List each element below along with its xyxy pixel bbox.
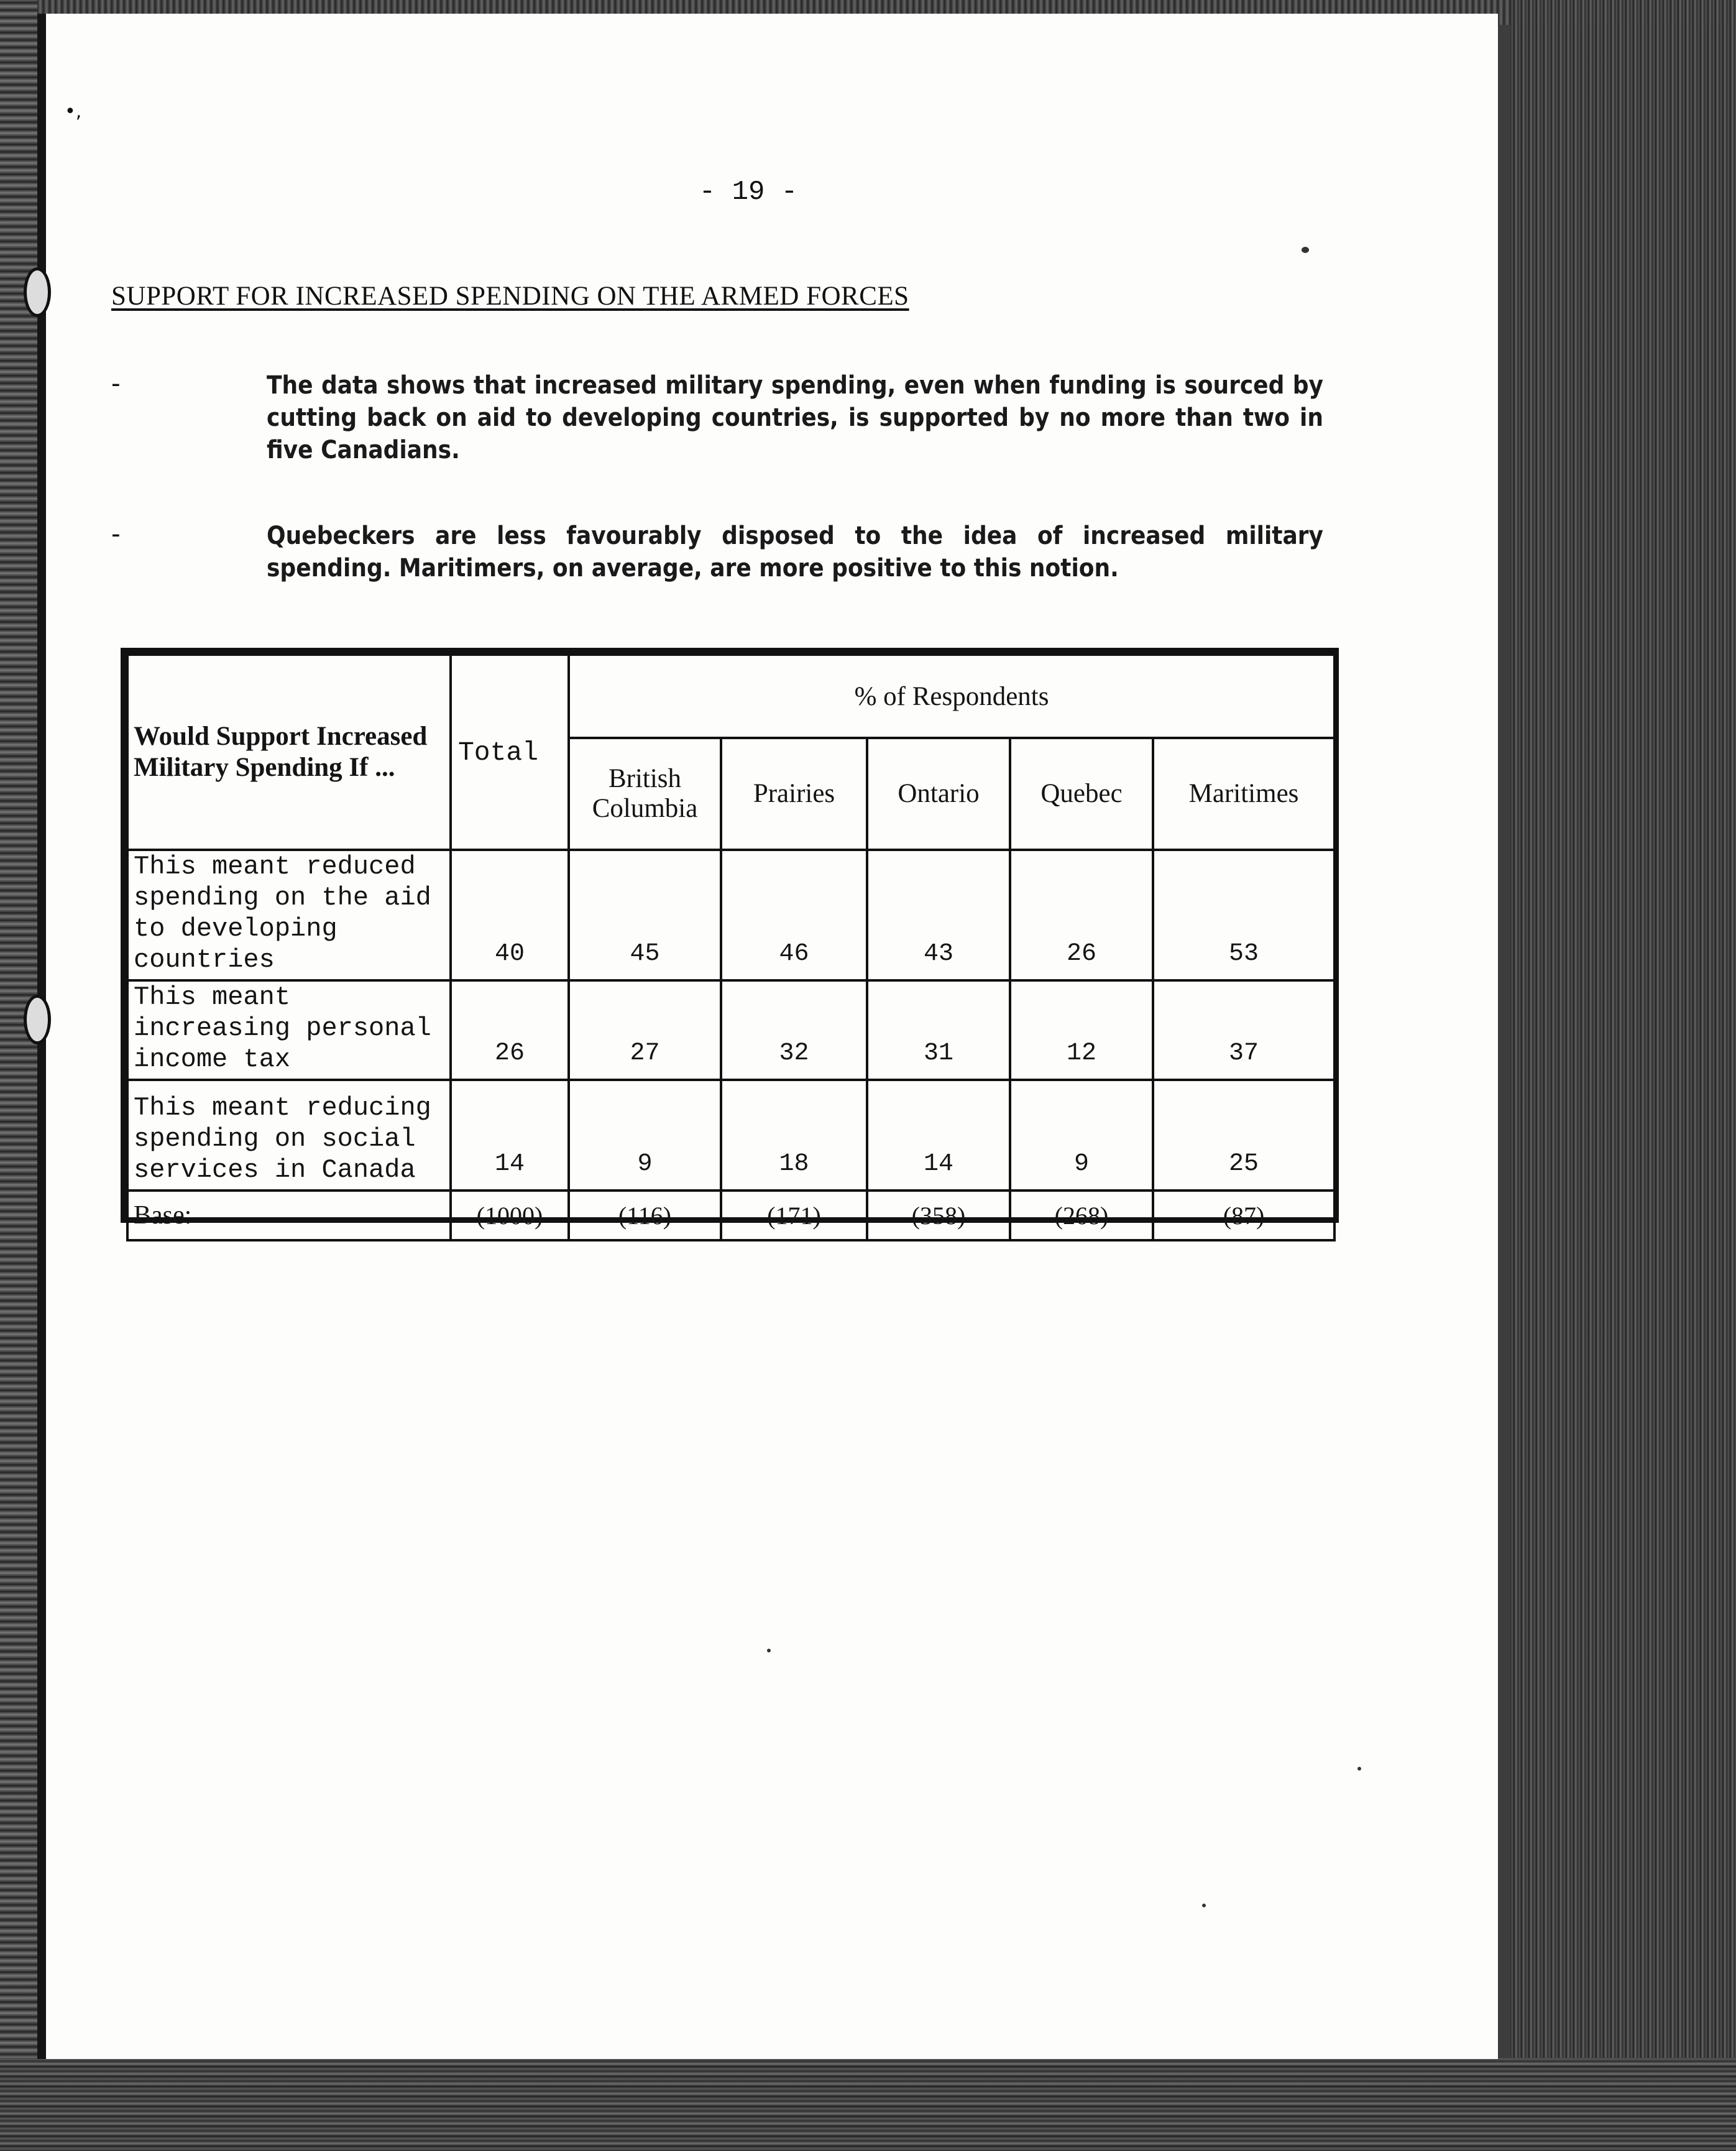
row-label: This meant reduced spending on the aid to developing countries xyxy=(127,850,451,980)
row-label: This meant reducing spending on social services in Canada xyxy=(127,1080,451,1191)
quebec-value: 9 xyxy=(1010,1080,1153,1191)
speck-mark xyxy=(767,1649,771,1652)
region-header-quebec: Quebec xyxy=(1010,738,1153,850)
table-row xyxy=(127,850,1334,980)
table-row xyxy=(127,980,1334,1080)
quebec-value: 12 xyxy=(1010,980,1153,1080)
speck-mark xyxy=(1202,1904,1206,1907)
bc-value: 45 xyxy=(569,850,721,980)
ontario-value: 31 xyxy=(867,980,1010,1080)
binding-ring xyxy=(24,267,51,317)
base-ontario: (358) xyxy=(867,1191,1010,1240)
region-header-maritimes: Maritimes xyxy=(1153,738,1334,850)
prairies-value: 18 xyxy=(721,1080,867,1191)
maritimes-value: 37 xyxy=(1153,980,1334,1080)
base-total: (1000) xyxy=(451,1191,569,1240)
region-header-british-columbia: British Columbia xyxy=(569,738,721,850)
scan-border-left xyxy=(0,0,37,2151)
results-table xyxy=(126,653,1336,1241)
maritimes-value: 25 xyxy=(1153,1080,1334,1191)
bc-value: 9 xyxy=(569,1080,721,1191)
document-page xyxy=(37,14,1498,2059)
total-header-cell: Total xyxy=(451,655,569,850)
quebec-value: 26 xyxy=(1010,850,1153,980)
scan-border-right xyxy=(1510,0,1736,2151)
section-title: SUPPORT FOR INCREASED SPENDING ON THE ARMED FORCES xyxy=(111,282,909,311)
ontario-value: 14 xyxy=(867,1080,1010,1191)
base-label: Base: xyxy=(127,1191,451,1240)
ontario-value: 43 xyxy=(867,850,1010,980)
row-label: This meant increasing personal income tax xyxy=(127,980,451,1080)
binding-ring xyxy=(24,995,51,1044)
region-header-prairies: Prairies xyxy=(721,738,867,850)
region-header-ontario: Ontario xyxy=(867,738,1010,850)
row-header-cell: Would Support Increased Military Spending If ... xyxy=(127,655,451,850)
bullet-text: Quebeckers are less favourably disposed to the idea of increased military spending. Maritimers, on average, are more positive to this notion. xyxy=(267,522,1323,583)
total-value: 14 xyxy=(451,1080,569,1191)
results-table-frame xyxy=(121,648,1339,1230)
speck-mark xyxy=(1302,247,1309,253)
maritimes-value: 53 xyxy=(1153,850,1334,980)
total-value: 26 xyxy=(451,980,569,1080)
page-number: - 19 - xyxy=(699,177,798,208)
speck-mark xyxy=(1357,1767,1361,1771)
base-bc: (116) xyxy=(569,1191,721,1240)
base-row xyxy=(127,1191,1334,1240)
bullet-text: The data shows that increased military spending, even when funding is sourced by cutting back on aid to developing countries, is supported by no more than two in five Canadians. xyxy=(267,371,1323,464)
stray-mark: •, xyxy=(65,101,82,122)
prairies-value: 32 xyxy=(721,980,867,1080)
respondents-group-header: % of Respondents xyxy=(569,655,1334,738)
total-value: 40 xyxy=(451,850,569,980)
scan-border-bottom xyxy=(0,2058,1736,2151)
bullet-dash: - xyxy=(111,518,121,549)
base-quebec: (268) xyxy=(1010,1191,1153,1240)
bc-value: 27 xyxy=(569,980,721,1080)
base-prairies: (171) xyxy=(721,1191,867,1240)
prairies-value: 46 xyxy=(721,850,867,980)
table-row xyxy=(127,1080,1334,1191)
base-maritimes: (87) xyxy=(1153,1191,1334,1240)
bullet-dash: - xyxy=(111,368,121,398)
